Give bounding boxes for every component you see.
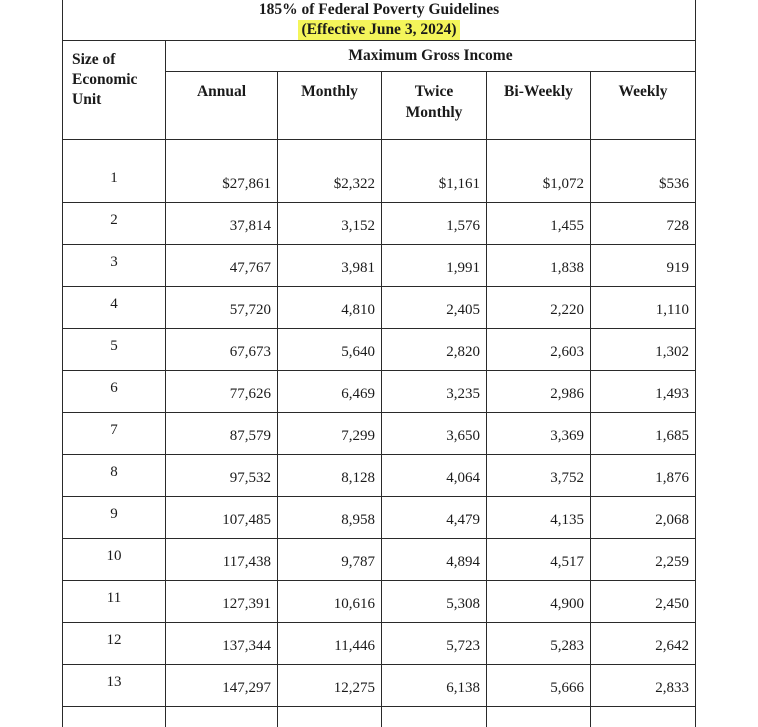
weekly-cell: 1,302	[591, 329, 696, 371]
twice-monthly-cell: 6,138	[382, 665, 487, 707]
annual-cell: 117,438	[166, 539, 278, 581]
weekly-cell: 1,493	[591, 371, 696, 413]
table-row	[63, 287, 696, 329]
twice-monthly-cell: 2,405	[382, 287, 487, 329]
table-row	[63, 539, 696, 581]
table-row	[63, 371, 696, 413]
maximum-gross-income-header: Maximum Gross Income	[166, 41, 696, 72]
column-header-label: Monthly	[301, 83, 358, 100]
spacer-cell	[591, 140, 696, 162]
weekly-cell: 1,685	[591, 413, 696, 455]
table-row	[63, 581, 696, 623]
unit-size-cell: 13	[63, 665, 166, 707]
table-row	[63, 455, 696, 497]
monthly-cell: 7,299	[278, 413, 382, 455]
column-header-label: Monthly	[406, 104, 463, 121]
bi-weekly-cell: $1,072	[487, 161, 591, 203]
bi-weekly-cell: 3,369	[487, 413, 591, 455]
table-row	[63, 245, 696, 287]
monthly-cell: $2,322	[278, 161, 382, 203]
empty-cell	[63, 707, 166, 727]
weekly-cell: 1,110	[591, 287, 696, 329]
unit-size-cell: 5	[63, 329, 166, 371]
annual-cell: 87,579	[166, 413, 278, 455]
annual-cell: 97,532	[166, 455, 278, 497]
table-row	[63, 665, 696, 707]
column-header-label: Bi-Weekly	[504, 83, 573, 100]
size-header-line: Unit	[72, 91, 101, 108]
poverty-guidelines-document	[62, 0, 695, 628]
bi-weekly-cell: 1,838	[487, 245, 591, 287]
annual-cell: 37,814	[166, 203, 278, 245]
empty-cell	[166, 707, 278, 727]
monthly-cell: 11,446	[278, 623, 382, 665]
monthly-cell: 12,275	[278, 665, 382, 707]
twice-monthly-cell: 4,894	[382, 539, 487, 581]
effective-date-highlight: (Effective June 3, 2024)	[298, 20, 461, 40]
table-row	[63, 203, 696, 245]
unit-size-cell: 11	[63, 581, 166, 623]
unit-size-cell: 9	[63, 497, 166, 539]
bi-weekly-header	[487, 72, 591, 140]
spacer-cell	[382, 140, 487, 162]
table-body	[63, 140, 696, 727]
twice-monthly-cell: 4,479	[382, 497, 487, 539]
monthly-cell: 3,981	[278, 245, 382, 287]
bi-weekly-cell: 2,986	[487, 371, 591, 413]
table-row	[63, 497, 696, 539]
bi-weekly-cell: 2,220	[487, 287, 591, 329]
unit-size-cell: 6	[63, 371, 166, 413]
empty-cell	[591, 707, 696, 727]
monthly-cell: 5,640	[278, 329, 382, 371]
empty-cell	[382, 707, 487, 727]
twice-monthly-header	[382, 72, 487, 140]
unit-size-cell: 10	[63, 539, 166, 581]
spacer-cell	[166, 140, 278, 162]
twice-monthly-cell: 3,235	[382, 371, 487, 413]
title-text: 185% of Federal Poverty Guidelines	[63, 0, 695, 20]
monthly-cell: 3,152	[278, 203, 382, 245]
annual-cell: $27,861	[166, 161, 278, 203]
twice-monthly-cell: 1,576	[382, 203, 487, 245]
annual-cell: 137,344	[166, 623, 278, 665]
weekly-header	[591, 72, 696, 140]
unit-size-cell: 3	[63, 245, 166, 287]
table-title	[63, 0, 696, 41]
spacer-cell	[63, 140, 166, 162]
table-row	[63, 413, 696, 455]
weekly-cell: $536	[591, 161, 696, 203]
monthly-cell: 10,616	[278, 581, 382, 623]
empty-cell	[487, 707, 591, 727]
unit-size-cell: 12	[63, 623, 166, 665]
size-header-line: Size of	[72, 51, 115, 68]
spacer-cell	[487, 140, 591, 162]
header-spacer-row	[63, 140, 696, 162]
table-row	[63, 623, 696, 665]
weekly-cell: 2,259	[591, 539, 696, 581]
weekly-cell: 2,068	[591, 497, 696, 539]
monthly-cell: 4,810	[278, 287, 382, 329]
bi-weekly-cell: 1,455	[487, 203, 591, 245]
spacer-cell	[278, 140, 382, 162]
bi-weekly-cell: 5,666	[487, 665, 591, 707]
table-row	[63, 161, 696, 203]
twice-monthly-cell: 4,064	[382, 455, 487, 497]
income-table	[62, 0, 696, 727]
twice-monthly-cell: 5,308	[382, 581, 487, 623]
monthly-header	[278, 72, 382, 140]
monthly-cell: 8,958	[278, 497, 382, 539]
annual-cell: 47,767	[166, 245, 278, 287]
weekly-cell: 2,450	[591, 581, 696, 623]
bi-weekly-cell: 4,517	[487, 539, 591, 581]
monthly-cell: 8,128	[278, 455, 382, 497]
bi-weekly-cell: 4,135	[487, 497, 591, 539]
annual-cell: 127,391	[166, 581, 278, 623]
annual-cell: 107,485	[166, 497, 278, 539]
annual-cell: 57,720	[166, 287, 278, 329]
twice-monthly-cell: $1,161	[382, 161, 487, 203]
bi-weekly-cell: 2,603	[487, 329, 591, 371]
weekly-cell: 1,876	[591, 455, 696, 497]
unit-size-cell: 4	[63, 287, 166, 329]
bi-weekly-cell: 3,752	[487, 455, 591, 497]
monthly-cell: 9,787	[278, 539, 382, 581]
weekly-cell: 2,642	[591, 623, 696, 665]
empty-cell	[278, 707, 382, 727]
weekly-cell: 728	[591, 203, 696, 245]
size-header-line: Economic	[72, 71, 137, 88]
twice-monthly-cell: 1,991	[382, 245, 487, 287]
table-row	[63, 329, 696, 371]
annual-cell: 77,626	[166, 371, 278, 413]
bi-weekly-cell: 4,900	[487, 581, 591, 623]
twice-monthly-cell: 3,650	[382, 413, 487, 455]
weekly-cell: 919	[591, 245, 696, 287]
column-header-label: Weekly	[618, 83, 667, 100]
bi-weekly-cell: 5,283	[487, 623, 591, 665]
weekly-cell: 2,833	[591, 665, 696, 707]
table-row-partial	[63, 707, 696, 727]
annual-header	[166, 72, 278, 140]
annual-cell: 147,297	[166, 665, 278, 707]
monthly-cell: 6,469	[278, 371, 382, 413]
unit-size-cell: 2	[63, 203, 166, 245]
twice-monthly-cell: 5,723	[382, 623, 487, 665]
twice-monthly-cell: 2,820	[382, 329, 487, 371]
unit-size-cell: 7	[63, 413, 166, 455]
annual-cell: 67,673	[166, 329, 278, 371]
unit-size-cell: 8	[63, 455, 166, 497]
column-header-label: Annual	[197, 83, 246, 100]
unit-size-cell: 1	[63, 161, 166, 203]
column-header-label: Twice	[415, 83, 453, 100]
size-of-unit-header	[63, 41, 166, 140]
